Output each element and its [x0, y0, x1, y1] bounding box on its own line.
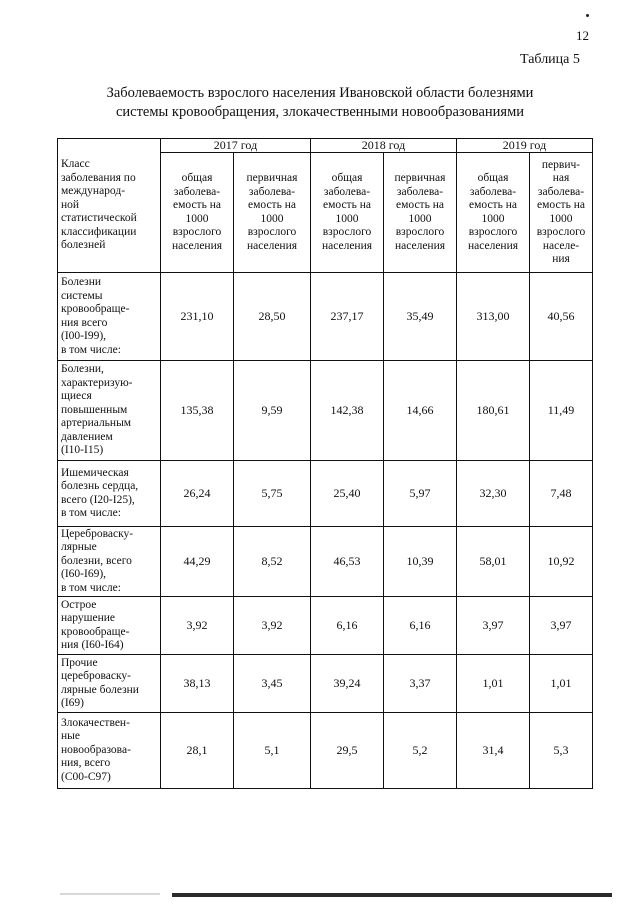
text-line: общая	[181, 172, 213, 184]
text-line: емость на	[248, 199, 296, 211]
text-line: в том числе:	[61, 343, 121, 356]
value-cell: 11,49	[530, 361, 593, 461]
value-cell: 5,1	[234, 713, 311, 789]
year-2019-header: 2019 год	[457, 139, 593, 153]
text-line: заболева-	[323, 185, 371, 198]
value-cell: 3,97	[530, 597, 593, 655]
text-line: лярные	[61, 541, 97, 554]
value-cell: 5,75	[234, 461, 311, 527]
text-line: кровообраще-	[61, 625, 130, 638]
text-line: общая	[477, 172, 509, 184]
text-line: взрослого	[468, 226, 518, 238]
text-line: (C00-C97)	[61, 770, 111, 783]
text-line: емость на	[396, 199, 444, 211]
text-line: щиеся	[61, 390, 92, 403]
value-cell: 5,97	[384, 461, 457, 527]
row-label-cell	[58, 597, 161, 655]
value-cell: 6,16	[311, 597, 384, 655]
text-line: первичная	[394, 172, 446, 184]
table-row	[58, 713, 593, 789]
text-line: населения	[171, 239, 223, 252]
text-line: емость на	[537, 199, 585, 211]
class-header-cell	[58, 139, 161, 273]
table-row	[58, 597, 593, 655]
text-line: международ-	[61, 185, 126, 198]
text-line: ные	[61, 730, 80, 743]
value-cell: 1,01	[530, 655, 593, 713]
text-line: (I60-I69),	[61, 568, 107, 581]
value-cell: 29,5	[311, 713, 384, 789]
text-line: заболева-	[537, 185, 585, 198]
text-line: ния	[552, 253, 570, 265]
table-row	[58, 361, 593, 461]
subheader-general-2019	[457, 153, 530, 273]
value-cell: 313,00	[457, 273, 530, 361]
scan-artifact-bar	[172, 893, 612, 897]
value-cell: 31,4	[457, 713, 530, 789]
row-label-cell	[58, 361, 161, 461]
text-line: Острое	[61, 598, 97, 611]
text-line: (I00-I99),	[61, 330, 107, 342]
text-line: населения	[394, 239, 446, 252]
value-cell: 3,45	[234, 655, 311, 713]
text-line: емость на	[469, 199, 517, 211]
text-line: населения	[321, 239, 373, 252]
value-cell: 231,10	[161, 273, 234, 361]
table-row	[58, 461, 593, 527]
text-line: взрослого	[172, 226, 222, 238]
year-2018-header: 2018 год	[311, 139, 457, 153]
value-cell: 10,92	[530, 527, 593, 597]
value-cell: 142,38	[311, 361, 384, 461]
text-line: населения	[467, 239, 519, 252]
title-line-1: Заболеваемость взрослого населения Ивановской области болезнями	[106, 85, 534, 101]
text-line: Ишемическая	[61, 466, 129, 479]
text-line: первич-	[541, 158, 581, 171]
text-line: емость на	[173, 199, 221, 211]
text-line: болезнь сердца,	[61, 480, 139, 492]
text-line: (I69)	[61, 697, 84, 709]
value-cell: 39,24	[311, 655, 384, 713]
text-line: Злокачествен-	[61, 716, 130, 729]
text-line: населения	[246, 239, 298, 252]
text-line: в том числе:	[61, 581, 121, 594]
text-line: лярные болезни	[61, 683, 139, 696]
value-cell: 25,40	[311, 461, 384, 527]
morbidity-table	[57, 138, 593, 789]
table-row	[58, 527, 593, 597]
value-cell: 46,53	[311, 527, 384, 597]
header-row-years	[58, 139, 593, 153]
text-line: Болезни	[61, 276, 102, 288]
text-line: ния всего	[61, 316, 108, 329]
text-line: 1000	[185, 212, 209, 225]
subheader-general-2018	[311, 153, 384, 273]
value-cell: 135,38	[161, 361, 234, 461]
text-line: Болезни,	[61, 363, 104, 376]
value-cell: 14,66	[384, 361, 457, 461]
subheader-general-2017	[161, 153, 234, 273]
text-line: классификации	[61, 225, 137, 238]
text-line: заболева-	[469, 185, 517, 198]
text-line: первичная	[246, 172, 298, 184]
text-line: 1000	[408, 212, 432, 225]
text-line: ния, всего	[61, 757, 111, 770]
value-cell: 28,1	[161, 713, 234, 789]
value-cell: 8,52	[234, 527, 311, 597]
text-line: заболева-	[396, 185, 444, 198]
text-line: всего (I20-I25),	[61, 493, 135, 506]
text-line: 1000	[260, 212, 284, 225]
value-cell: 3,92	[234, 597, 311, 655]
scan-mark	[586, 14, 589, 17]
text-line: Прочие	[61, 656, 98, 669]
text-line: общая	[331, 172, 363, 184]
value-cell: 38,13	[161, 655, 234, 713]
text-line: цереброваску-	[61, 670, 131, 682]
text-line: 1000	[335, 212, 359, 225]
text-line: ная	[552, 172, 570, 184]
text-line: заболевания по	[61, 171, 136, 184]
text-line: в том числе:	[61, 507, 121, 519]
value-cell: 5,2	[384, 713, 457, 789]
text-line: населе-	[542, 239, 580, 252]
row-label-cell	[58, 655, 161, 713]
value-cell: 40,56	[530, 273, 593, 361]
text-line: новообразова-	[61, 743, 131, 756]
subheader-primary-2018	[384, 153, 457, 273]
value-cell: 237,17	[311, 273, 384, 361]
table-row	[58, 273, 593, 361]
text-line: Цереброваску-	[61, 527, 134, 540]
value-cell: 6,16	[384, 597, 457, 655]
text-line: кровообраще-	[61, 303, 130, 315]
value-cell: 58,01	[457, 527, 530, 597]
year-2017-header: 2017 год	[161, 139, 311, 153]
text-line: болезней	[61, 239, 106, 252]
value-cell: 3,92	[161, 597, 234, 655]
value-cell: 44,29	[161, 527, 234, 597]
value-cell: 1,01	[457, 655, 530, 713]
value-cell: 32,30	[457, 461, 530, 527]
text-line: повышенным	[61, 403, 128, 416]
text-line: заболева-	[248, 185, 296, 198]
text-line: статистической	[61, 212, 137, 225]
text-line: Класс	[61, 158, 90, 171]
value-cell: 180,61	[457, 361, 530, 461]
text-line: нарушение	[61, 612, 115, 624]
text-line: емость на	[323, 199, 371, 211]
subheader-primary-2017	[234, 153, 311, 273]
text-line: системы	[61, 289, 103, 302]
row-label-cell	[58, 273, 161, 361]
text-line: ной	[61, 198, 80, 211]
value-cell: 28,50	[234, 273, 311, 361]
text-line: болезни, всего	[61, 554, 132, 567]
text-line: 1000	[481, 212, 505, 225]
value-cell: 10,39	[384, 527, 457, 597]
table-label: Таблица 5	[520, 52, 580, 67]
text-line: артериальным	[61, 417, 132, 430]
text-line: характеризую-	[61, 376, 133, 389]
text-line: взрослого	[322, 226, 372, 238]
value-cell: 26,24	[161, 461, 234, 527]
text-line: заболева-	[173, 185, 221, 198]
value-cell: 7,48	[530, 461, 593, 527]
row-label-cell	[58, 527, 161, 597]
text-line: ния (I60-I64)	[61, 639, 124, 651]
page-number: 12	[576, 28, 589, 43]
text-line: 1000	[549, 212, 573, 225]
row-label-cell	[58, 713, 161, 789]
row-label-cell	[58, 461, 161, 527]
text-line: взрослого	[395, 226, 445, 238]
scan-artifact-faint	[60, 893, 160, 895]
text-line: (I10-I15)	[61, 444, 104, 457]
title-line-2: системы кровообращения, злокачественными новообразованиями	[115, 104, 525, 120]
value-cell: 35,49	[384, 273, 457, 361]
value-cell: 9,59	[234, 361, 311, 461]
text-line: взрослого	[536, 226, 586, 238]
value-cell: 3,97	[457, 597, 530, 655]
text-line: взрослого	[247, 226, 297, 238]
document-title	[40, 84, 600, 122]
table-row	[58, 655, 593, 713]
value-cell: 5,3	[530, 713, 593, 789]
subheader-primary-2019	[530, 153, 593, 273]
text-line: давлением	[61, 430, 113, 443]
value-cell: 3,37	[384, 655, 457, 713]
